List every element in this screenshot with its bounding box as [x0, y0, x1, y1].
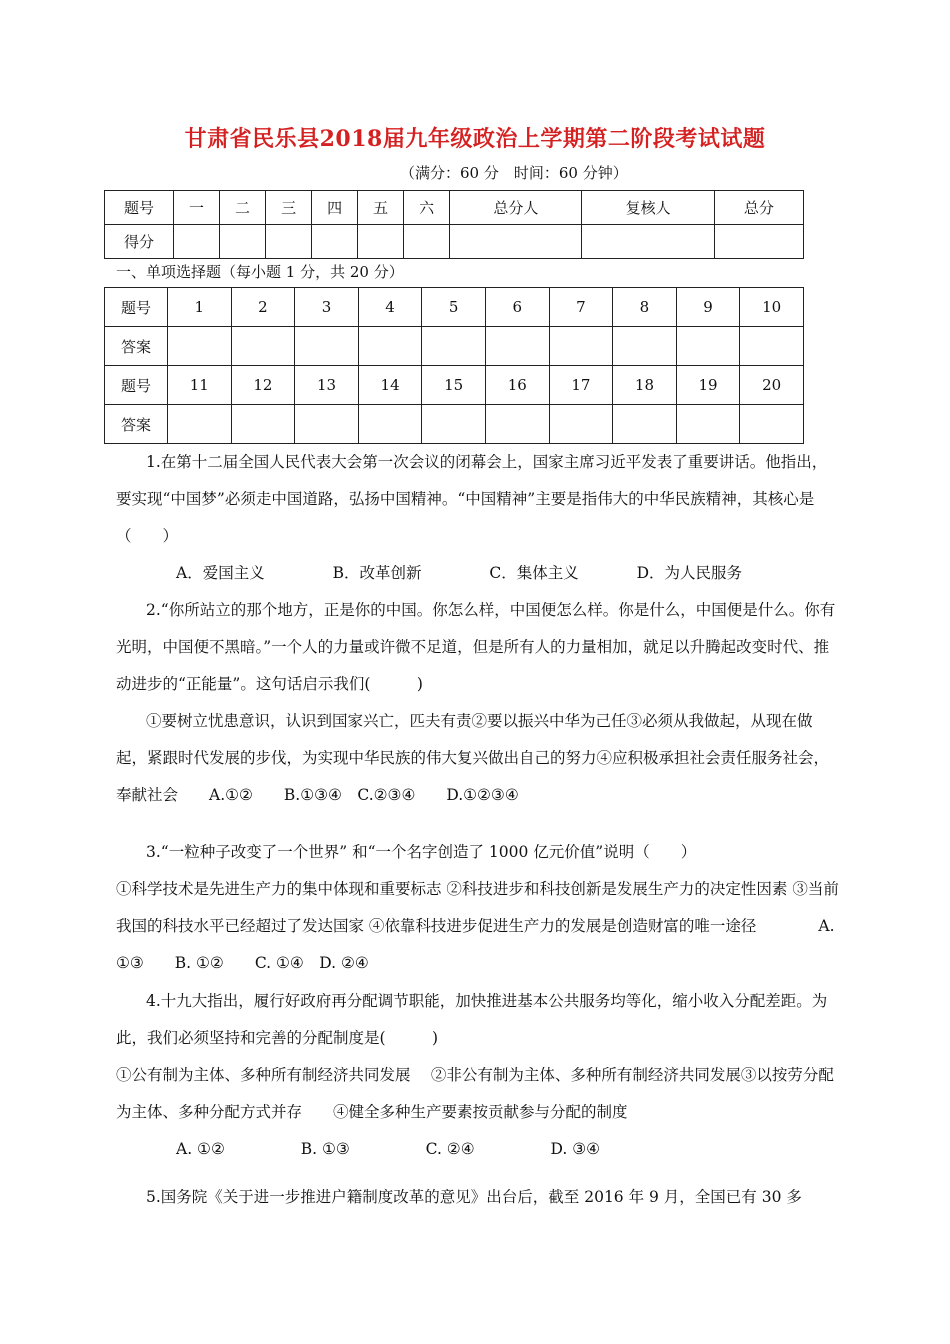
table-cell: 六	[404, 191, 450, 225]
option-a: A．爱国主义	[176, 564, 265, 582]
answer-input-cell[interactable]	[231, 405, 295, 444]
table-row	[105, 225, 804, 259]
table-cell: 16	[485, 366, 549, 405]
table-cell: 17	[549, 366, 613, 405]
table-cell: 15	[422, 366, 486, 405]
answer-input-cell[interactable]	[295, 405, 359, 444]
question-text: 4.十九大指出，履行好政府再分配调节职能，加快推进基本公共服务均等化，缩小收入分配差距。为此，我们必须坚持和完善的分配制度是( )	[116, 992, 828, 1047]
table-cell: 5	[422, 288, 486, 327]
answer-input-cell[interactable]	[676, 405, 740, 444]
answer-table	[104, 287, 804, 444]
table-cell: 得分	[105, 225, 174, 259]
table-cell: 19	[676, 366, 740, 405]
answer-input-cell[interactable]	[740, 405, 804, 444]
exam-info: （满分：60 分 时间：60 分钟）	[400, 164, 628, 182]
table-cell: 18	[613, 366, 677, 405]
question-choices	[116, 1131, 840, 1168]
option-b: B．改革创新	[332, 564, 422, 582]
question-3	[116, 834, 840, 982]
table-cell: 二	[220, 191, 266, 225]
score-input-cell[interactable]	[450, 225, 582, 259]
score-input-cell[interactable]	[404, 225, 450, 259]
option-c: C．集体主义	[489, 564, 579, 582]
table-cell: 2	[231, 288, 295, 327]
answer-input-cell[interactable]	[485, 405, 549, 444]
table-cell: 14	[358, 366, 422, 405]
score-input-cell[interactable]	[582, 225, 714, 259]
question-text: 5.国务院《关于进一步推进户籍制度改革的意见》出台后，截至 2016 年 9 月，全国已有 30 多	[146, 1188, 802, 1206]
score-input-cell[interactable]	[312, 225, 358, 259]
question-5	[116, 1179, 840, 1216]
score-table	[104, 190, 804, 259]
score-input-cell[interactable]	[358, 225, 404, 259]
question-4	[116, 983, 840, 1168]
table-cell: 题号	[105, 288, 168, 327]
question-2	[116, 592, 840, 814]
table-cell: 复核人	[582, 191, 714, 225]
table-cell: 答案	[105, 327, 168, 366]
table-cell: 答案	[105, 405, 168, 444]
table-cell: 20	[740, 366, 804, 405]
score-input-cell[interactable]	[714, 225, 803, 259]
table-cell: 11	[168, 366, 232, 405]
answer-input-cell[interactable]	[358, 405, 422, 444]
answer-input-cell[interactable]	[549, 405, 613, 444]
option-d: D．为人民服务	[636, 564, 743, 582]
table-cell: 9	[676, 288, 740, 327]
question-options	[116, 555, 840, 592]
answer-input-cell[interactable]	[549, 327, 613, 366]
section-heading: 一、单项选择题（每小题 1 分，共 20 分）	[116, 263, 404, 281]
answer-input-cell[interactable]	[422, 405, 486, 444]
question-options: ①要树立忧患意识，认识到国家兴亡，匹夫有责②要以振兴中华为己任③必须从我做起，从现在做起，紧跟时代发展的步伐，为实现中华民族的伟大复兴做出自己的努力④应积极承担社会责任服务社会，奉献社会 A.①② B.①③④ C.②③④ D.①②③④	[116, 712, 830, 804]
option-c: C. ②④	[425, 1140, 475, 1158]
answer-input-cell[interactable]	[740, 327, 804, 366]
answer-input-cell[interactable]	[295, 327, 359, 366]
question-1	[116, 444, 840, 592]
table-row	[105, 366, 804, 405]
page-title: 甘肃省民乐县2018届九年级政治上学期第二阶段考试试题	[184, 126, 766, 152]
answer-input-cell[interactable]	[358, 327, 422, 366]
question-options: ①科学技术是先进生产力的集中体现和重要标志 ②科技进步和科技创新是发展生产力的决定性因素 ③当前我国的科技水平已经超过了发达国家 ④依靠科技进步促进生产力的发展是创造财富的唯一途径 A. ①③ B. ①② C. ①④ D. ②④	[116, 880, 839, 972]
table-row	[105, 405, 804, 444]
table-cell: 7	[549, 288, 613, 327]
table-cell: 3	[295, 288, 359, 327]
question-text: 3.“一粒种子改变了一个世界” 和“一个名字创造了 1000 亿元价值”说明（ ）	[146, 843, 697, 861]
table-row	[105, 327, 804, 366]
answer-input-cell[interactable]	[676, 327, 740, 366]
table-cell: 三	[266, 191, 312, 225]
table-row	[105, 191, 804, 225]
option-d: D. ③④	[550, 1140, 600, 1158]
table-cell: 总分人	[450, 191, 582, 225]
table-cell: 8	[613, 288, 677, 327]
table-cell: 一	[174, 191, 220, 225]
table-cell: 题号	[105, 366, 168, 405]
answer-input-cell[interactable]	[168, 405, 232, 444]
question-options: ①公有制为主体、多种所有制经济共同发展 ②非公有制为主体、多种所有制经济共同发展③以按劳分配为主体、多种分配方式并存 ④健全多种生产要素按贡献参与分配的制度	[116, 1066, 834, 1121]
question-text: 2.“你所站立的那个地方，正是你的中国。你怎么样，中国便怎么样。你是什么，中国便是什么。你有光明，中国便不黑暗。”一个人的力量或许微不足道，但是所有人的力量相加，就足以升腾起改变时代、推动进步的“正能量”。这句话启示我们( )	[116, 601, 836, 693]
table-cell: 4	[358, 288, 422, 327]
answer-input-cell[interactable]	[613, 405, 677, 444]
answer-input-cell[interactable]	[231, 327, 295, 366]
table-cell: 12	[231, 366, 295, 405]
table-cell: 题号	[105, 191, 174, 225]
table-cell: 10	[740, 288, 804, 327]
score-input-cell[interactable]	[174, 225, 220, 259]
score-input-cell[interactable]	[266, 225, 312, 259]
option-a: A. ①②	[176, 1140, 225, 1158]
score-input-cell[interactable]	[220, 225, 266, 259]
table-cell: 13	[295, 366, 359, 405]
question-text: 1.在第十二届全国人民代表大会第一次会议的闭幕会上，国家主席习近平发表了重要讲话。他指出，要实现“中国梦”必须走中国道路，弘扬中国精神。“中国精神”主要是指伟大的中华民族精神，其核心是（ ）	[116, 453, 828, 545]
table-row	[105, 288, 804, 327]
table-cell: 五	[358, 191, 404, 225]
answer-input-cell[interactable]	[422, 327, 486, 366]
table-cell: 1	[168, 288, 232, 327]
table-cell: 总分	[714, 191, 803, 225]
answer-input-cell[interactable]	[485, 327, 549, 366]
option-b: B. ①③	[300, 1140, 350, 1158]
table-cell: 6	[485, 288, 549, 327]
answer-input-cell[interactable]	[168, 327, 232, 366]
answer-input-cell[interactable]	[613, 327, 677, 366]
table-cell: 四	[312, 191, 358, 225]
